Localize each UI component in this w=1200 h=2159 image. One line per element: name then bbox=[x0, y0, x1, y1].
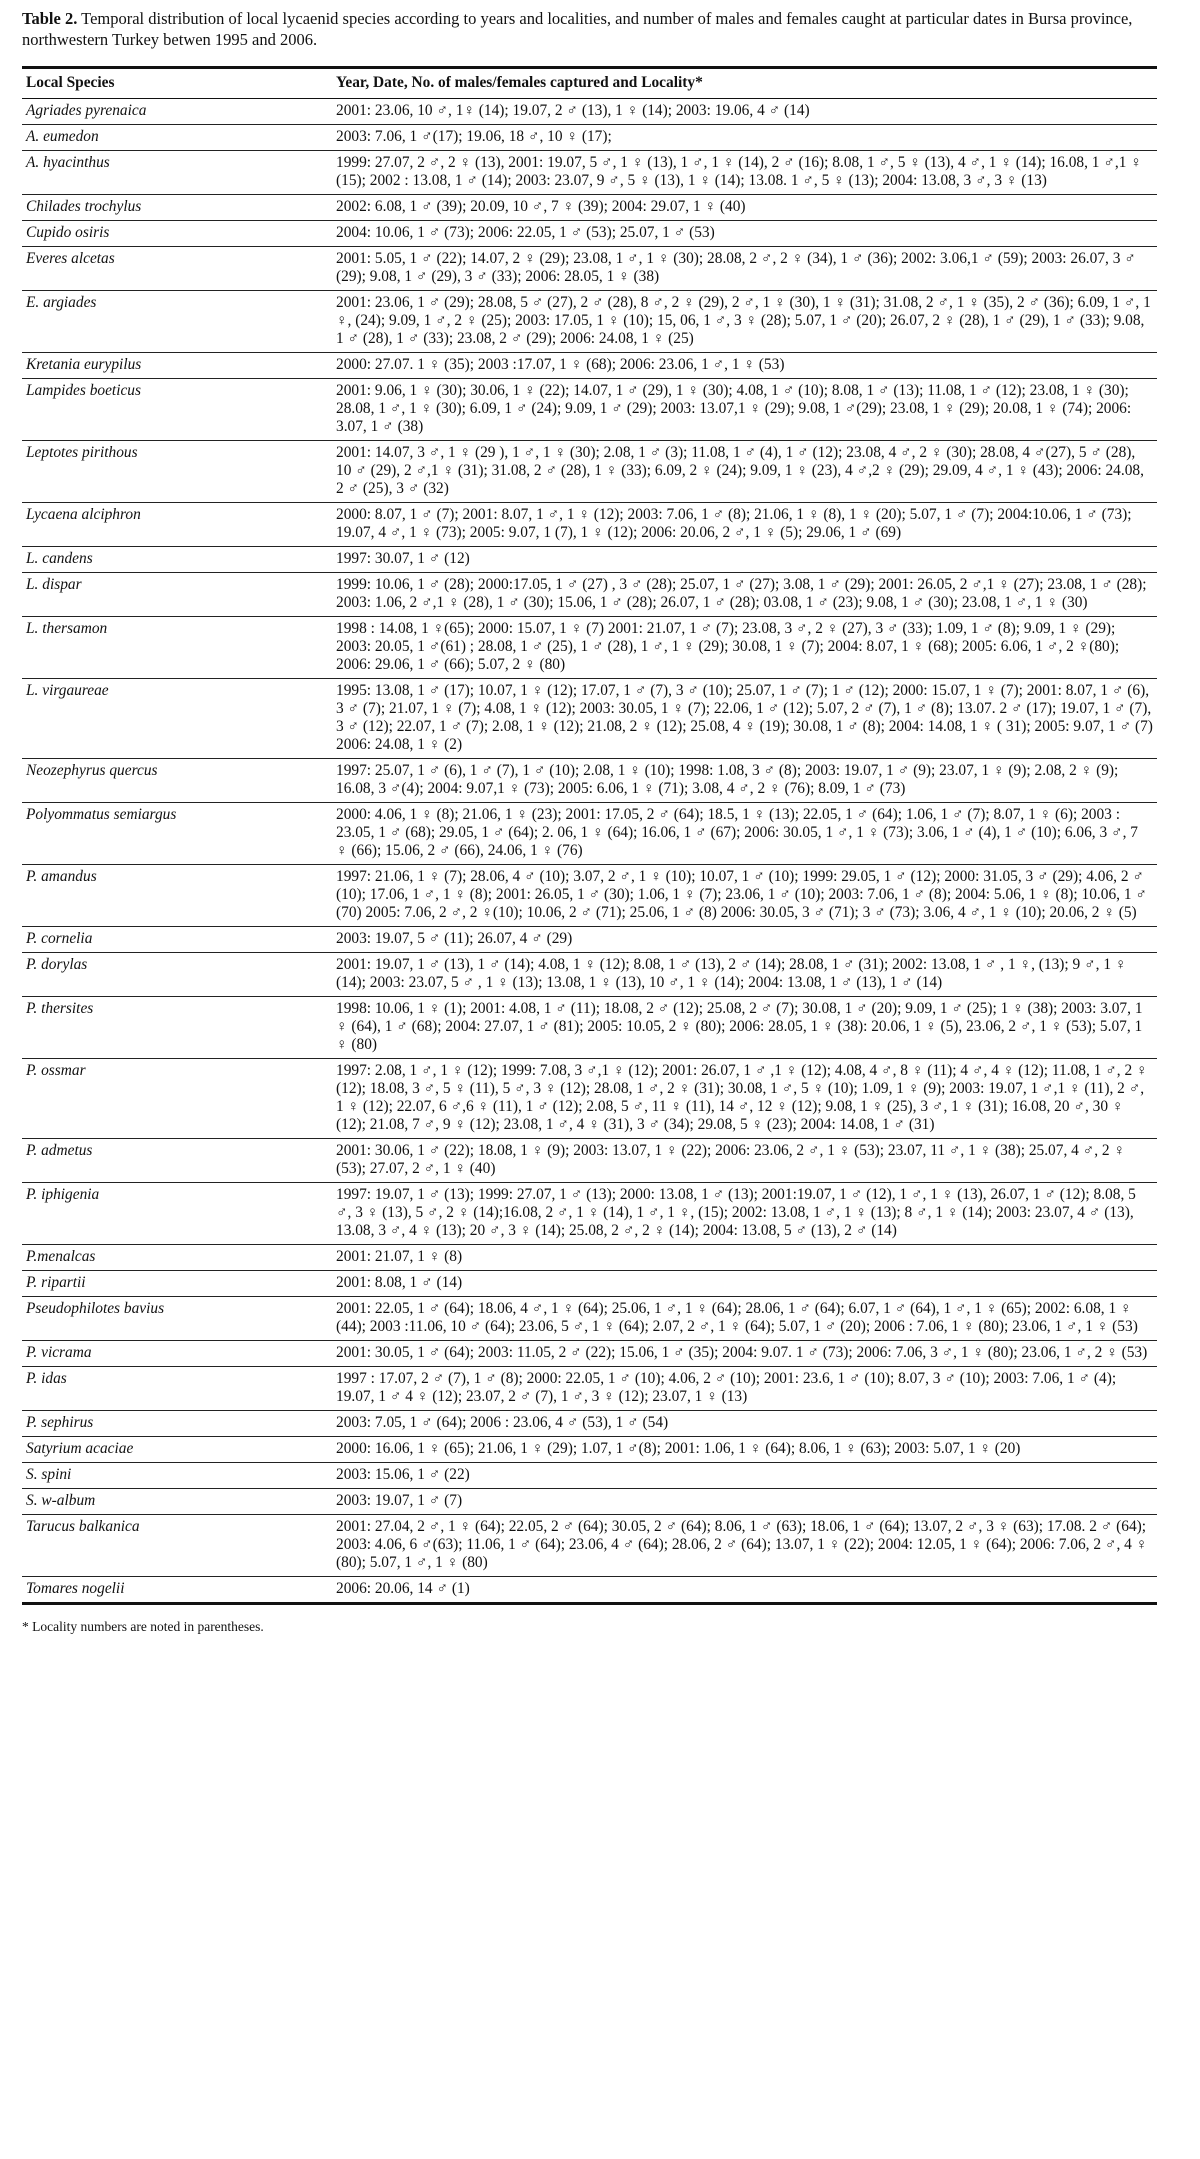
page bbox=[22, 8, 1157, 1635]
records-cell: 1997: 21.06, 1 ♀ (7); 28.06, 4 ♂ (10); 3.07, 2 ♂, 1 ♀ (10); 10.07, 1 ♂ (10); 1999: 29.05, 1 ♂ (12); 2000: 31.05, 3 ♂ (29); 4.06, 2 ♂ (10); 17.06, 1 ♂, 1 ♀ (8); 2001: 26.05, 1 ♂ (30); 1.06, 1 ♀ (7); 23.06, 1 ♂ (10); 2003: 7.06, 1 ♂ (8); 2004: 5.06, 1 ♀ (8); 10.06, 1 ♂ (70) 2005: 7.06, 2 ♂, 2 ♀(10); 10.06, 2 ♂ (71); 25.06, 1 ♂ (8) 2006: 30.05, 3 ♂ (71); 3 ♂ (73); 3.06, 4 ♂, 1 ♀ (10); 20.06, 2 ♀ (5) bbox=[336, 868, 1147, 921]
records-cell: 2001: 19.07, 1 ♂ (13), 1 ♂ (14); 4.08, 1 ♀ (12); 8.08, 1 ♂ (13), 2 ♂ (14); 28.08, 1 ♂ (31); 2002: 13.08, 1 ♂ , 1 ♀, (13); 9 ♂, 1 ♀ (14); 2003: 23.07, 5 ♂ , 1 ♀ (13); 13.08, 1 ♀ (13), 10 ♂, 1 ♀ (14); 2004: 13.08, 1 ♂ (13), 1 ♂ (14) bbox=[336, 956, 1127, 991]
records-cell: 2000: 4.06, 1 ♀ (8); 21.06, 1 ♀ (23); 2001: 17.05, 2 ♂ (64); 18.5, 1 ♀ (13); 22.05, 1 ♂ (64); 1.06, 1 ♂ (7); 8.07, 1 ♀ (6); 2003 : 23.05, 1 ♂ (68); 29.05, 1 ♂ (64); 2. 06, 1 ♀ (64); 16.06, 1 ♂ (67); 2006: 30.05, 1 ♂, 1 ♀ (73); 3.06, 1 ♂ (4), 1 ♂ (10); 6.06, 3 ♂, 7 ♀ (66); 15.06, 2 ♂ (66), 24.06, 1 ♀ (76) bbox=[336, 806, 1138, 859]
species-name-cell: A. hyacinthus bbox=[26, 154, 110, 171]
table-row bbox=[22, 1437, 1157, 1463]
table-row bbox=[22, 803, 1157, 865]
species-name-cell: P. ossmar bbox=[26, 1062, 86, 1079]
records-cell: 2001: 8.08, 1 ♂ (14) bbox=[336, 1274, 463, 1291]
species-name-cell: Lycaena alciphron bbox=[26, 506, 141, 523]
species-name-cell: A. eumedon bbox=[26, 128, 99, 145]
table-row bbox=[22, 151, 1157, 195]
species-name-cell: Neozephyrus quercus bbox=[26, 762, 158, 779]
records-cell: 2001: 30.05, 1 ♂ (64); 2003: 11.05, 2 ♂ (22); 15.06, 1 ♂ (35); 2004: 9.07. 1 ♂ (73); 2006: 7.06, 3 ♂, 1 ♀ (80); 23.06, 1 ♂, 2 ♀ (53) bbox=[336, 1344, 1148, 1361]
table-row bbox=[22, 441, 1157, 503]
records-cell: 2001: 21.07, 1 ♀ (8) bbox=[336, 1248, 463, 1265]
records-cell: 2001: 30.06, 1 ♂ (22); 18.08, 1 ♀ (9); 2003: 13.07, 1 ♀ (22); 2006: 23.06, 2 ♂, 1 ♀ (53); 23.07, 11 ♂, 1 ♀ (38); 25.07, 4 ♂, 2 ♀ (53); 27.07, 2 ♂, 1 ♀ (40) bbox=[336, 1142, 1126, 1177]
records-cell: 1997: 19.07, 1 ♂ (13); 1999: 27.07, 1 ♂ (13); 2000: 13.08, 1 ♂ (13); 2001:19.07, 1 ♂ (12), 1 ♂, 1 ♀ (13), 26.07, 1 ♂ (12); 8.08, 5 ♂, 3 ♀ (13), 5 ♂, 2 ♀ (14);16.08, 2 ♂, 1 ♀ (14), 1 ♂, 1 ♀, (15); 2002: 13.08, 1 ♂, 1 ♀ (13); 8 ♂, 1 ♀ (14); 2003: 23.07, 4 ♂ (13), 13.08, 3 ♂, 4 ♀ (13); 20 ♂, 3 ♀ (14); 25.08, 2 ♂, 2 ♀ (14); 2004: 13.08, 5 ♂ (13), 2 ♂ (14) bbox=[336, 1186, 1136, 1239]
table-row bbox=[22, 927, 1157, 953]
table-row bbox=[22, 503, 1157, 547]
records-cell: 2003: 7.06, 1 ♂(17); 19.06, 18 ♂, 10 ♀ (17); bbox=[336, 128, 612, 145]
records-cell: 2001: 5.05, 1 ♂ (22); 14.07, 2 ♀ (29); 23.08, 1 ♂, 1 ♀ (30); 28.08, 2 ♂, 2 ♀ (34), 1 ♂ (36); 2002: 3.06,1 ♂ (59); 2003: 26.07, 3 ♂ (29); 9.08, 1 ♂ (29), 3 ♂ (33); 2006: 28.05, 1 ♀ (38) bbox=[336, 250, 1136, 285]
species-name-cell: L. candens bbox=[26, 550, 93, 567]
table-row bbox=[22, 953, 1157, 997]
records-cell: 2000: 8.07, 1 ♂ (7); 2001: 8.07, 1 ♂, 1 ♀ (12); 2003: 7.06, 1 ♂ (8); 21.06, 1 ♀ (8), 1 ♀ (20); 5.07, 1 ♂ (7); 2004:10.06, 1 ♂ (73); 19.07, 4 ♂, 1 ♀ (73); 2005: 9.07, 1 (7), 1 ♀ (12); 2006: 20.06, 2 ♂, 1 ♀ (5); 29.06, 1 ♂ (69) bbox=[336, 506, 1132, 541]
species-name-cell: Polyommatus semiargus bbox=[26, 806, 177, 823]
table-header-row bbox=[22, 68, 1157, 99]
table-row bbox=[22, 1367, 1157, 1411]
table-row bbox=[22, 865, 1157, 927]
records-cell: 2003: 19.07, 1 ♂ (7) bbox=[336, 1492, 463, 1509]
records-cell: 2000: 16.06, 1 ♀ (65); 21.06, 1 ♀ (29); 1.07, 1 ♂(8); 2001: 1.06, 1 ♀ (64); 8.06, 1 ♀ (63); 2003: 5.07, 1 ♀ (20) bbox=[336, 1440, 1021, 1457]
records-cell: 1997: 30.07, 1 ♂ (12) bbox=[336, 550, 470, 567]
table-row bbox=[22, 1297, 1157, 1341]
table-row bbox=[22, 379, 1157, 441]
records-cell: 2004: 10.06, 1 ♂ (73); 2006: 22.05, 1 ♂ (53); 25.07, 1 ♂ (53) bbox=[336, 224, 715, 241]
species-name-cell: Chilades trochylus bbox=[26, 198, 142, 215]
records-cell: 1997: 2.08, 1 ♂, 1 ♀ (12); 1999: 7.08, 3 ♂,1 ♀ (12); 2001: 26.07, 1 ♂ ,1 ♀ (12); 4.08, 4 ♂, 8 ♀ (11); 4 ♂, 4 ♀ (12); 11.08, 1 ♂, 2 ♀ (12); 18.08, 3 ♂, 5 ♀ (11), 5 ♂, 3 ♀ (12); 28.08, 1 ♂, 2 ♀ (31); 30.08, 1 ♂, 5 ♀ (10); 1.09, 1 ♀ (9); 2003: 19.07, 1 ♂,1 ♀ (11), 2 ♂, 1 ♀ (12); 22.07, 6 ♂,6 ♀ (11), 1 ♂ (12); 2.08, 5 ♂, 11 ♀ (11), 14 ♂, 12 ♀ (12); 9.08, 1 ♀ (25), 3 ♂, 1 ♀ (31); 16.08, 20 ♂, 30 ♀ (12); 21.08, 7 ♂, 9 ♀ (12); 23.08, 1 ♂, 4 ♀ (31), 3 ♂ (34); 29.08, 5 ♀ (23); 2004: 14.08, 1 ♂ (31) bbox=[336, 1062, 1148, 1133]
table-caption bbox=[22, 8, 1157, 50]
records-cell: 2001: 23.06, 10 ♂, 1♀ (14); 19.07, 2 ♂ (13), 1 ♀ (14); 2003: 19.06, 4 ♂ (14) bbox=[336, 102, 810, 119]
column-header-species: Local Species bbox=[26, 74, 115, 91]
table-row bbox=[22, 1489, 1157, 1515]
table-row bbox=[22, 1463, 1157, 1489]
species-name-cell: Agriades pyrenaica bbox=[26, 102, 147, 119]
records-cell: 1999: 27.07, 2 ♂, 2 ♀ (13), 2001: 19.07, 5 ♂, 1 ♀ (13), 1 ♂, 1 ♀ (14), 2 ♂ (16); 8.08, 1 ♂, 5 ♀ (13), 4 ♂, 1 ♀ (14); 16.08, 1 ♂,1 ♀ (15); 2002 : 13.08, 1 ♂ (14); 2003: 23.07, 9 ♂, 5 ♀ (13), 1 ♀ (14); 13.08. 1 ♂, 5 ♀ (13); 2004: 13.08, 3 ♂, 3 ♀ (13) bbox=[336, 154, 1142, 189]
records-cell: 2000: 27.07. 1 ♀ (35); 2003 :17.07, 1 ♀ (68); 2006: 23.06, 1 ♂, 1 ♀ (53) bbox=[336, 356, 785, 373]
records-cell: 1997 : 17.07, 2 ♂ (7), 1 ♂ (8); 2000: 22.05, 1 ♂ (10); 4.06, 2 ♂ (10); 2001: 23.6, 1 ♂ (10); 8.07, 3 ♂ (10); 2003: 7.06, 1 ♂ (4); 19.07, 1 ♂ 4 ♀ (12); 23.07, 2 ♂ (7), 1 ♂, 3 ♀ (12); 23.07, 1 ♀ (13) bbox=[336, 1370, 1117, 1405]
records-cell: 1998 : 14.08, 1 ♀(65); 2000: 15.07, 1 ♀ (7) 2001: 21.07, 1 ♂ (7); 23.08, 3 ♂, 2 ♀ (27), 3 ♂ (33); 1.09, 1 ♂ (8); 9.09, 1 ♀ (29); 2003: 20.05, 1 ♂(61) ; 28.08, 1 ♂ (25), 1 ♂ (28), 1 ♂, 1 ♀ (29); 30.08, 1 ♀ (7); 2004: 8.07, 1 ♀ (68); 2005: 6.06, 1 ♂, 2 ♀(80); 2006: 29.06, 1 ♂ (66); 5.07, 2 ♀ (80) bbox=[336, 620, 1120, 673]
table-row bbox=[22, 679, 1157, 759]
species-name-cell: P. thersites bbox=[26, 1000, 94, 1017]
species-name-cell: P. iphigenia bbox=[26, 1186, 100, 1203]
records-cell: 2003: 15.06, 1 ♂ (22) bbox=[336, 1466, 470, 1483]
table-row bbox=[22, 1059, 1157, 1139]
records-cell: 2001: 27.04, 2 ♂, 1 ♀ (64); 22.05, 2 ♂ (64); 30.05, 2 ♂ (64); 8.06, 1 ♂ (63); 18.06, 1 ♂ (64); 13.07, 2 ♂, 3 ♀ (63); 17.08. 2 ♂ (64); 2003: 4.06, 6 ♂(63); 11.06, 1 ♂ (64); 23.06, 4 ♂ (64); 28.06, 2 ♂ (64); 13.07, 1 ♀ (22); 2004: 12.05, 1 ♀ (64); 2006: 7.06, 2 ♂, 4 ♀ (80); 5.07, 1 ♂, 1 ♀ (80) bbox=[336, 1518, 1148, 1571]
species-name-cell: Everes alcetas bbox=[26, 250, 115, 267]
species-name-cell: Pseudophilotes bavius bbox=[26, 1300, 165, 1317]
column-header-records: Year, Date, No. of males/females captured and Locality* bbox=[336, 74, 703, 91]
species-table bbox=[22, 66, 1157, 1605]
records-cell: 2001: 9.06, 1 ♀ (30); 30.06, 1 ♀ (22); 14.07, 1 ♂ (29), 1 ♀ (30); 4.08, 1 ♂ (10); 8.08, 1 ♂ (13); 11.08, 1 ♂ (12); 23.08, 1 ♀ (30); 28.08, 1 ♂, 1 ♀ (30); 6.09, 1 ♂ (24); 9.09, 1 ♂ (29); 2003: 13.07,1 ♀ (29); 9.08, 1 ♂(29); 23.08, 1 ♀ (29); 20.08, 1 ♀ (74); 2006: 3.07, 1 ♂ (38) bbox=[336, 382, 1132, 435]
table-row bbox=[22, 1245, 1157, 1271]
species-name-cell: E. argiades bbox=[26, 294, 97, 311]
records-cell: 1995: 13.08, 1 ♂ (17); 10.07, 1 ♀ (12); 17.07, 1 ♂ (7), 3 ♂ (10); 25.07, 1 ♂ (7); 1 ♂ (12); 2000: 15.07, 1 ♀ (7); 2001: 8.07, 1 ♂ (6), 3 ♂ (7); 21.07, 1 ♀ (7); 4.08, 1 ♀ (12); 2003: 30.05, 1 ♀ (7); 22.06, 1 ♂ (12); 5.07, 2 ♂ (7), 1 ♂ (8); 13.07. 2 ♂ (17); 19.07, 1 ♂ (7), 3 ♂ (12); 22.07, 1 ♂ (7); 2.08, 1 ♀ (12); 21.08, 2 ♀ (12); 25.08, 4 ♀ (19); 30.08, 1 ♂ (8); 2004: 14.08, 1 ♀ ( 31); 2005: 9.07, 1 ♂ (7) 2006: 24.08, 1 ♀ (2) bbox=[336, 682, 1153, 753]
table-row bbox=[22, 195, 1157, 221]
species-name-cell: P. dorylas bbox=[26, 956, 88, 973]
species-name-cell: L. virgaureae bbox=[26, 682, 109, 699]
table-row bbox=[22, 1577, 1157, 1604]
species-name-cell: L. thersamon bbox=[26, 620, 108, 637]
table-row bbox=[22, 353, 1157, 379]
species-name-cell: Leptotes pirithous bbox=[26, 444, 138, 461]
species-name-cell: P. cornelia bbox=[26, 930, 93, 947]
table-row bbox=[22, 1139, 1157, 1183]
records-cell: 2001: 22.05, 1 ♂ (64); 18.06, 4 ♂, 1 ♀ (64); 25.06, 1 ♂, 1 ♀ (64); 28.06, 1 ♂ (64); 6.07, 1 ♂ (64), 1 ♂, 1 ♀ (65); 2002: 6.08, 1 ♀ (44); 2003 :11.06, 10 ♂ (64); 23.06, 5 ♂, 1 ♀ (64); 2.07, 2 ♂, 1 ♀ (64); 5.07, 1 ♂ (20); 2006 : 7.06, 1 ♀ (80); 23.06, 1 ♂, 1 ♀ (53) bbox=[336, 1300, 1138, 1335]
table-row bbox=[22, 547, 1157, 573]
table-row bbox=[22, 1271, 1157, 1297]
records-cell: 1999: 10.06, 1 ♂ (28); 2000:17.05, 1 ♂ (27) , 3 ♂ (28); 25.07, 1 ♂ (27); 3.08, 1 ♂ (29); 2001: 26.05, 2 ♂,1 ♀ (27); 23.08, 1 ♂ (28); 2003: 1.06, 2 ♂,1 ♀ (28), 1 ♂ (30); 15.06, 1 ♂ (28); 26.07, 1 ♂ (28); 03.08, 1 ♂ (23); 9.08, 1 ♂ (30); 23.08, 1 ♂, 1 ♀ (30) bbox=[336, 576, 1147, 611]
table-row bbox=[22, 1183, 1157, 1245]
species-name-cell: Kretania eurypilus bbox=[26, 356, 142, 373]
table-row bbox=[22, 573, 1157, 617]
table-row bbox=[22, 291, 1157, 353]
records-cell: 2003: 7.05, 1 ♂ (64); 2006 : 23.06, 4 ♂ (53), 1 ♂ (54) bbox=[336, 1414, 669, 1431]
species-name-cell: P. sephirus bbox=[26, 1414, 94, 1431]
records-cell: 1998: 10.06, 1 ♀ (1); 2001: 4.08, 1 ♂ (11); 18.08, 2 ♂ (12); 25.08, 2 ♂ (7); 30.08, 1 ♂ (20); 9.09, 1 ♂ (25); 1 ♀ (38); 2003: 3.07, 1 ♀ (64), 1 ♂ (68); 2004: 27.07, 1 ♂ (81); 2005: 10.05, 2 ♀ (80); 2006: 28.05, 1 ♀ (38): 20.06, 1 ♀ (5), 23.06, 2 ♂, 1 ♀ (53); 5.07, 1 ♀ (80) bbox=[336, 1000, 1143, 1053]
records-cell: 2001: 23.06, 1 ♂ (29); 28.08, 5 ♂ (27), 2 ♂ (28), 8 ♂, 2 ♀ (29), 2 ♂, 1 ♀ (30), 1 ♀ (31); 31.08, 2 ♂, 1 ♀ (35), 2 ♂ (36); 6.09, 1 ♂, 1 ♀, (24); 9.09, 1 ♂, 2 ♀ (25); 2003: 17.05, 1 ♀ (10); 15, 06, 1 ♂, 3 ♀ (28); 5.07, 1 ♂ (20); 26.07, 2 ♀ (28), 1 ♂ (29), 1 ♂ (33); 9.08, 1 ♂ (28), 1 ♂ (33); 23.08, 2 ♂ (29); 2006: 24.08, 1 ♀ (25) bbox=[336, 294, 1151, 347]
table-row bbox=[22, 1341, 1157, 1367]
table-row bbox=[22, 221, 1157, 247]
species-name-cell: P.menalcas bbox=[26, 1248, 96, 1265]
footnote: * Locality numbers are noted in parentheses. bbox=[22, 1619, 264, 1634]
table-body bbox=[22, 99, 1157, 1604]
records-cell: 2001: 14.07, 3 ♂, 1 ♀ (29 ), 1 ♂, 1 ♀ (30); 2.08, 1 ♂ (3); 11.08, 1 ♂ (4), 1 ♂ (12); 23.08, 4 ♂, 2 ♀ (30); 28.08, 4 ♂(27), 5 ♂ (28), 10 ♂ (29), 2 ♂,1 ♀ (31); 31.08, 2 ♂ (28), 1 ♀ (33); 6.09, 2 ♀ (24); 9.09, 1 ♀ (23), 4 ♂,2 ♀ (29); 29.09, 4 ♂, 1 ♀ (43); 2006: 24.08, 2 ♂ (25), 3 ♂ (32) bbox=[336, 444, 1144, 497]
records-cell: 2002: 6.08, 1 ♂ (39); 20.09, 10 ♂, 7 ♀ (39); 2004: 29.07, 1 ♀ (40) bbox=[336, 198, 746, 215]
table-row bbox=[22, 125, 1157, 151]
species-name-cell: P. amandus bbox=[26, 868, 97, 885]
species-name-cell: S. w-album bbox=[26, 1492, 96, 1509]
records-cell: 2006: 20.06, 14 ♂ (1) bbox=[336, 1580, 470, 1597]
table-row bbox=[22, 617, 1157, 679]
species-name-cell: L. dispar bbox=[26, 576, 82, 593]
species-name-cell: Satyrium acaciae bbox=[26, 1440, 134, 1457]
species-name-cell: Lampides boeticus bbox=[26, 382, 141, 399]
table-label: Table 2. bbox=[22, 9, 78, 28]
table-row bbox=[22, 247, 1157, 291]
table-caption-text: Temporal distribution of local lycaenid species according to years and localities, and number of males and females caught at particular dates in Bursa province, northwestern Turkey betwen 1995 and 2006. bbox=[22, 9, 1133, 49]
table-row bbox=[22, 997, 1157, 1059]
records-cell: 2003: 19.07, 5 ♂ (11); 26.07, 4 ♂ (29) bbox=[336, 930, 573, 947]
species-name-cell: P. vicrama bbox=[26, 1344, 92, 1361]
records-cell: 1997: 25.07, 1 ♂ (6), 1 ♂ (7), 1 ♂ (10); 2.08, 1 ♀ (10); 1998: 1.08, 3 ♂ (8); 2003: 19.07, 1 ♂ (9); 23.07, 1 ♀ (9); 2.08, 2 ♀ (9); 16.08, 3 ♂(4); 2004: 9.07,1 ♀ (73); 2005: 6.06, 1 ♀ (71); 3.08, 4 ♂, 2 ♀ (76); 8.09, 1 ♂ (73) bbox=[336, 762, 1119, 797]
species-name-cell: Tomares nogelii bbox=[26, 1580, 125, 1597]
species-name-cell: Tarucus balkanica bbox=[26, 1518, 140, 1535]
table-row bbox=[22, 759, 1157, 803]
table-row bbox=[22, 1411, 1157, 1437]
species-name-cell: P. ripartii bbox=[26, 1274, 86, 1291]
species-name-cell: S. spini bbox=[26, 1466, 72, 1483]
table-row bbox=[22, 1515, 1157, 1577]
species-name-cell: P. admetus bbox=[26, 1142, 93, 1159]
table-row bbox=[22, 99, 1157, 125]
species-name-cell: Cupido osiris bbox=[26, 224, 110, 241]
species-name-cell: P. idas bbox=[26, 1370, 67, 1387]
